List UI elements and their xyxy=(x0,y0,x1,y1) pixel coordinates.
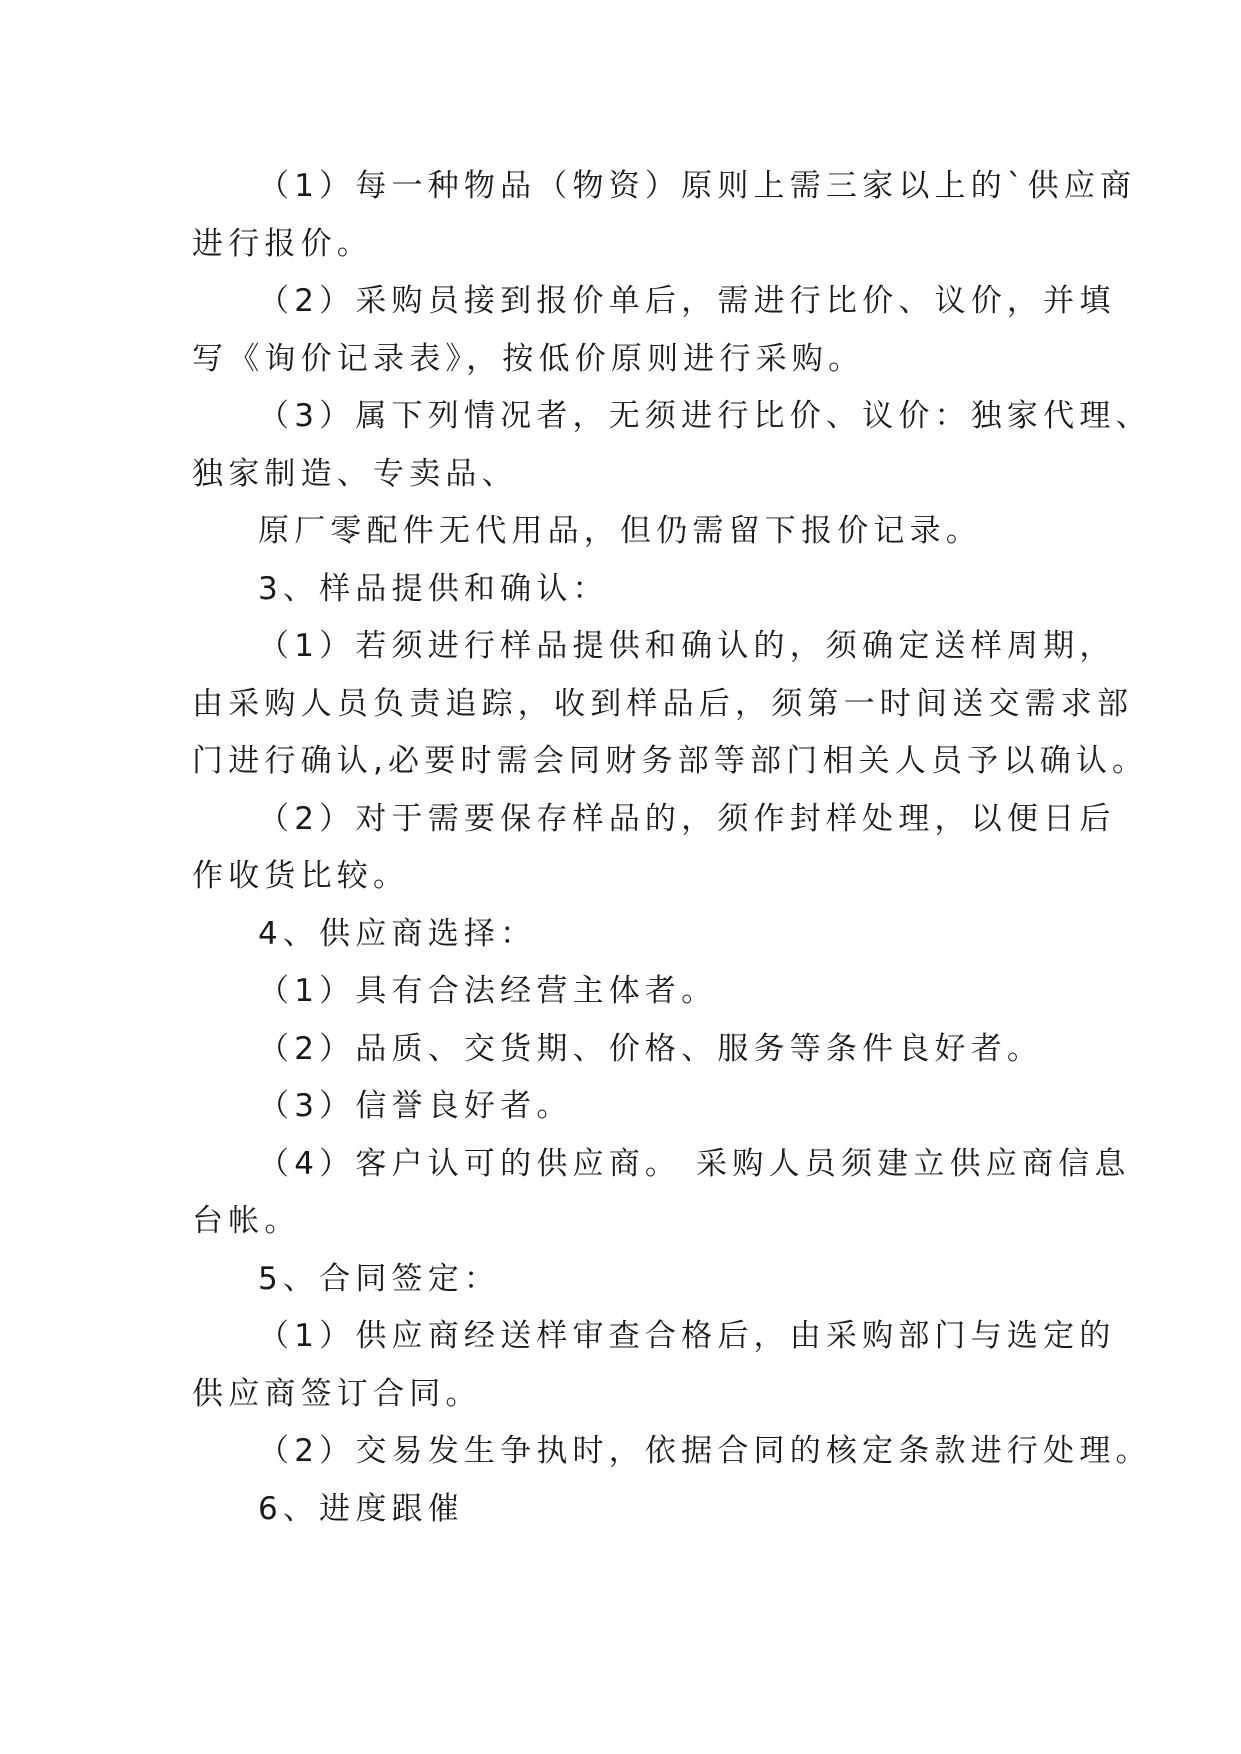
section-5-item-1-line-2: 供应商签订合同。 xyxy=(192,1376,482,1412)
section-3-item-1-line-1: （1）若须进行样品提供和确认的，须确定送样周期， xyxy=(258,628,1116,664)
section-4-heading: 4、供应商选择： xyxy=(258,916,537,952)
item-1-line-2: 进行报价。 xyxy=(192,226,373,262)
section-6-heading: 6、进度跟催 xyxy=(258,1491,464,1527)
section-3-item-2-line-2: 作收货比较。 xyxy=(192,858,410,894)
section-5-item-2: （2）交易发生争执时，依据合同的核定条款进行处理。 xyxy=(258,1433,1152,1469)
section-4-item-1: （1）具有合法经营主体者。 xyxy=(258,973,718,1009)
section-5-heading: 5、合同签定： xyxy=(258,1261,501,1297)
section-3-item-2-line-1: （2）对于需要保存样品的，须作封样处理，以便日后 xyxy=(258,801,1116,837)
section-4-item-3: （3）信誉良好者。 xyxy=(258,1088,573,1124)
section-3-heading: 3、样品提供和确认： xyxy=(258,571,609,607)
section-4-item-4-line-2: 台帐。 xyxy=(192,1203,301,1239)
section-5-item-1-line-1: （1）供应商经送样审查合格后，由采购部门与选定的 xyxy=(258,1318,1116,1354)
item-3-line-1: （3）属下列情况者，无须进行比价、议价：独家代理、 xyxy=(258,398,1152,434)
section-4-item-2: （2）品质、交货期、价格、服务等条件良好者。 xyxy=(258,1031,1044,1067)
section-3-item-1-line-3: 门进行确认,必要时需会同财务部等部门相关人员予以确认。 xyxy=(192,743,1149,779)
item-1-line-1: （1）每一种物品（物资）原则上需三家以上的`供应商 xyxy=(258,168,1137,204)
item-2-line-1: （2）采购员接到报价单后，需进行比价、议价，并填 xyxy=(258,283,1116,319)
section-4-item-4-line-1: （4）客户认可的供应商。 采购人员须建立供应商信息 xyxy=(258,1146,1131,1182)
item-3-line-2: 独家制造、专卖品、 xyxy=(192,456,518,492)
item-2-line-2: 写《询价记录表》，按低价原则进行采购。 xyxy=(192,341,865,377)
item-3-line-3: 原厂零配件无代用品，但仍需留下报价记录。 xyxy=(258,513,982,549)
section-3-item-1-line-2: 由采购人员负责追踪，收到样品后，须第一时间送交需求部 xyxy=(192,686,1134,722)
